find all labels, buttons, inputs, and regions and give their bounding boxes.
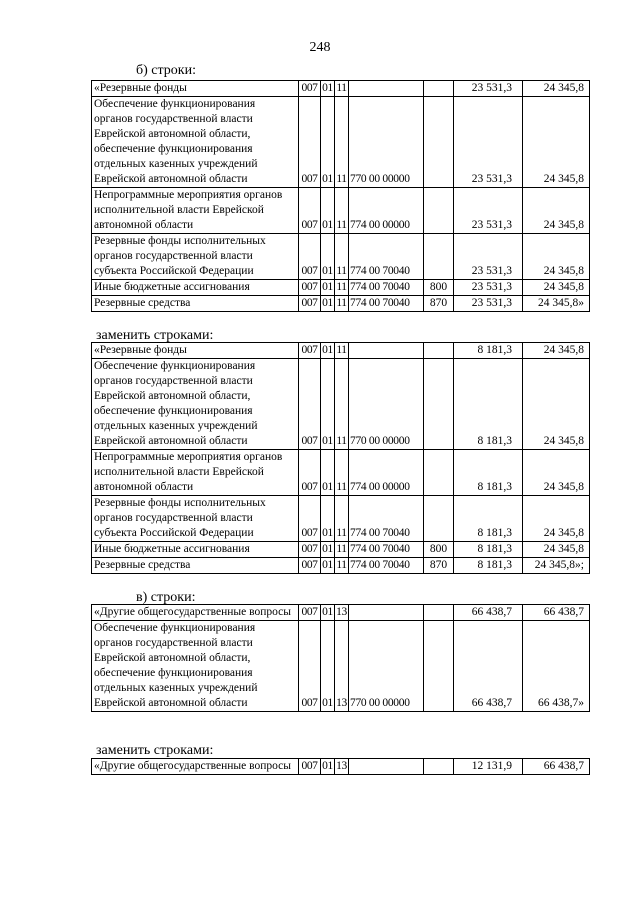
- cell-amount-2022: 66 438,7: [523, 605, 590, 621]
- cell-section-code: 01: [321, 605, 335, 621]
- table-row: [92, 621, 590, 712]
- cell-ministry-code: 007: [299, 558, 321, 574]
- cell-amount-2021: 23 531,3: [454, 188, 523, 234]
- cell-section-code: 01: [321, 496, 335, 542]
- cell-subsection-code: 11: [335, 359, 349, 450]
- table-row: [92, 343, 590, 359]
- cell-amount-2021: 66 438,7: [454, 621, 523, 712]
- cell-amount-2021: 23 531,3: [454, 280, 523, 296]
- cell-subsection-code: 11: [335, 296, 349, 312]
- cell-target-article: [349, 81, 424, 97]
- table-row: [92, 450, 590, 496]
- cell-target-article: 770 00 00000: [349, 97, 424, 188]
- row-label: Иные бюджетные ассигнования: [92, 542, 299, 558]
- table-section-v: [91, 604, 590, 712]
- cell-section-code: 01: [321, 97, 335, 188]
- cell-target-article: 774 00 70040: [349, 558, 424, 574]
- cell-subsection-code: 11: [335, 558, 349, 574]
- cell-subsection-code: 11: [335, 188, 349, 234]
- cell-ministry-code: 007: [299, 97, 321, 188]
- cell-expense-type: 870: [424, 558, 454, 574]
- cell-target-article: 774 00 70040: [349, 280, 424, 296]
- cell-target-article: [349, 759, 424, 775]
- cell-amount-2022: 24 345,8: [523, 234, 590, 280]
- cell-section-code: 01: [321, 188, 335, 234]
- cell-amount-2021: 23 531,3: [454, 97, 523, 188]
- section-b-caption: б) строки:: [136, 63, 196, 78]
- cell-amount-2021: 8 181,3: [454, 450, 523, 496]
- row-label: Обеспечение функционирования органов государственной власти Еврейской автономной области, обеспечение функционирования отдельных казенных учреждений Еврейской автономной области: [92, 359, 299, 450]
- cell-amount-2022: 24 345,8: [523, 97, 590, 188]
- cell-ministry-code: 007: [299, 359, 321, 450]
- table-row: [92, 496, 590, 542]
- row-label: Непрограммные мероприятия органов исполнительной власти Еврейской автономной области: [92, 188, 299, 234]
- cell-subsection-code: 11: [335, 450, 349, 496]
- cell-target-article: [349, 605, 424, 621]
- cell-target-article: 774 00 70040: [349, 296, 424, 312]
- cell-expense-type: 800: [424, 280, 454, 296]
- cell-subsection-code: 13: [335, 605, 349, 621]
- page-number: 248: [309, 40, 331, 55]
- row-label: «Резервные фонды: [92, 343, 299, 359]
- row-label: Резервные фонды исполнительных органов государственной власти субъекта Российской Федерации: [92, 496, 299, 542]
- cell-subsection-code: 13: [335, 621, 349, 712]
- row-label: Обеспечение функционирования органов государственной власти Еврейской автономной области, обеспечение функционирования отдельных казенных учреждений Еврейской автономной области: [92, 97, 299, 188]
- cell-ministry-code: 007: [299, 343, 321, 359]
- cell-amount-2022: 66 438,7»: [523, 621, 590, 712]
- cell-expense-type: [424, 621, 454, 712]
- cell-expense-type: 870: [424, 296, 454, 312]
- cell-section-code: 01: [321, 343, 335, 359]
- cell-ministry-code: 007: [299, 496, 321, 542]
- cell-amount-2022: 24 345,8: [523, 81, 590, 97]
- cell-amount-2021: 23 531,3: [454, 234, 523, 280]
- table-replacement-2: [91, 758, 590, 775]
- table-row: [92, 542, 590, 558]
- cell-subsection-code: 11: [335, 496, 349, 542]
- cell-ministry-code: 007: [299, 621, 321, 712]
- table-row: [92, 296, 590, 312]
- cell-section-code: 01: [321, 621, 335, 712]
- cell-expense-type: [424, 81, 454, 97]
- cell-amount-2022: 24 345,8»: [523, 296, 590, 312]
- cell-amount-2021: 8 181,3: [454, 558, 523, 574]
- replace-caption-2: заменить строками:: [96, 743, 214, 758]
- table-row: [92, 234, 590, 280]
- cell-amount-2022: 24 345,8: [523, 359, 590, 450]
- cell-amount-2022: 24 345,8: [523, 496, 590, 542]
- cell-subsection-code: 11: [335, 343, 349, 359]
- cell-expense-type: [424, 234, 454, 280]
- cell-amount-2022: 24 345,8: [523, 450, 590, 496]
- cell-section-code: 01: [321, 450, 335, 496]
- table-row: [92, 280, 590, 296]
- cell-expense-type: [424, 450, 454, 496]
- cell-ministry-code: 007: [299, 296, 321, 312]
- cell-ministry-code: 007: [299, 234, 321, 280]
- cell-amount-2022: 24 345,8: [523, 280, 590, 296]
- cell-amount-2021: 8 181,3: [454, 343, 523, 359]
- section-v-caption: в) строки:: [136, 590, 196, 605]
- row-label: Обеспечение функционирования органов государственной власти Еврейской автономной области, обеспечение функционирования отдельных казенных учреждений Еврейской автономной области: [92, 621, 299, 712]
- cell-amount-2022: 24 345,8: [523, 343, 590, 359]
- cell-amount-2021: 8 181,3: [454, 542, 523, 558]
- cell-expense-type: [424, 759, 454, 775]
- cell-amount-2021: 66 438,7: [454, 605, 523, 621]
- table-row: [92, 759, 590, 775]
- cell-amount-2022: 24 345,8: [523, 542, 590, 558]
- cell-ministry-code: 007: [299, 605, 321, 621]
- cell-subsection-code: 11: [335, 234, 349, 280]
- cell-subsection-code: 11: [335, 280, 349, 296]
- cell-section-code: 01: [321, 81, 335, 97]
- table-row: [92, 97, 590, 188]
- cell-section-code: 01: [321, 558, 335, 574]
- cell-subsection-code: 11: [335, 542, 349, 558]
- cell-amount-2022: 66 438,7: [523, 759, 590, 775]
- table-section-b: [91, 80, 590, 312]
- cell-subsection-code: 11: [335, 81, 349, 97]
- cell-expense-type: 800: [424, 542, 454, 558]
- row-label: Непрограммные мероприятия органов исполнительной власти Еврейской автономной области: [92, 450, 299, 496]
- table-row: [92, 359, 590, 450]
- cell-target-article: 774 00 70040: [349, 496, 424, 542]
- cell-target-article: 770 00 00000: [349, 621, 424, 712]
- cell-target-article: [349, 343, 424, 359]
- cell-ministry-code: 007: [299, 542, 321, 558]
- cell-ministry-code: 007: [299, 188, 321, 234]
- cell-expense-type: [424, 605, 454, 621]
- cell-expense-type: [424, 188, 454, 234]
- table-replacement-1: [91, 342, 590, 574]
- cell-ministry-code: 007: [299, 759, 321, 775]
- cell-target-article: 774 00 00000: [349, 188, 424, 234]
- row-label: Резервные средства: [92, 558, 299, 574]
- cell-target-article: 770 00 00000: [349, 359, 424, 450]
- cell-amount-2021: 8 181,3: [454, 496, 523, 542]
- cell-section-code: 01: [321, 759, 335, 775]
- cell-target-article: 774 00 70040: [349, 234, 424, 280]
- cell-amount-2021: 23 531,3: [454, 81, 523, 97]
- cell-section-code: 01: [321, 359, 335, 450]
- table-row: [92, 81, 590, 97]
- replace-caption-1: заменить строками:: [96, 328, 214, 343]
- table-row: [92, 605, 590, 621]
- cell-amount-2021: 8 181,3: [454, 359, 523, 450]
- cell-expense-type: [424, 359, 454, 450]
- cell-subsection-code: 11: [335, 97, 349, 188]
- table-row: [92, 188, 590, 234]
- cell-expense-type: [424, 343, 454, 359]
- cell-amount-2022: 24 345,8»;: [523, 558, 590, 574]
- cell-ministry-code: 007: [299, 81, 321, 97]
- cell-subsection-code: 13: [335, 759, 349, 775]
- row-label: «Резервные фонды: [92, 81, 299, 97]
- row-label: Иные бюджетные ассигнования: [92, 280, 299, 296]
- cell-amount-2022: 24 345,8: [523, 188, 590, 234]
- cell-ministry-code: 007: [299, 450, 321, 496]
- cell-target-article: 774 00 00000: [349, 450, 424, 496]
- cell-target-article: 774 00 70040: [349, 542, 424, 558]
- row-label: «Другие общегосударственные вопросы: [92, 759, 299, 775]
- table-row: [92, 558, 590, 574]
- row-label: Резервные средства: [92, 296, 299, 312]
- cell-ministry-code: 007: [299, 280, 321, 296]
- cell-section-code: 01: [321, 280, 335, 296]
- cell-amount-2021: 23 531,3: [454, 296, 523, 312]
- cell-expense-type: [424, 496, 454, 542]
- row-label: Резервные фонды исполнительных органов государственной власти субъекта Российской Федерации: [92, 234, 299, 280]
- cell-section-code: 01: [321, 234, 335, 280]
- cell-amount-2021: 12 131,9: [454, 759, 523, 775]
- cell-section-code: 01: [321, 542, 335, 558]
- cell-section-code: 01: [321, 296, 335, 312]
- cell-expense-type: [424, 97, 454, 188]
- row-label: «Другие общегосударственные вопросы: [92, 605, 299, 621]
